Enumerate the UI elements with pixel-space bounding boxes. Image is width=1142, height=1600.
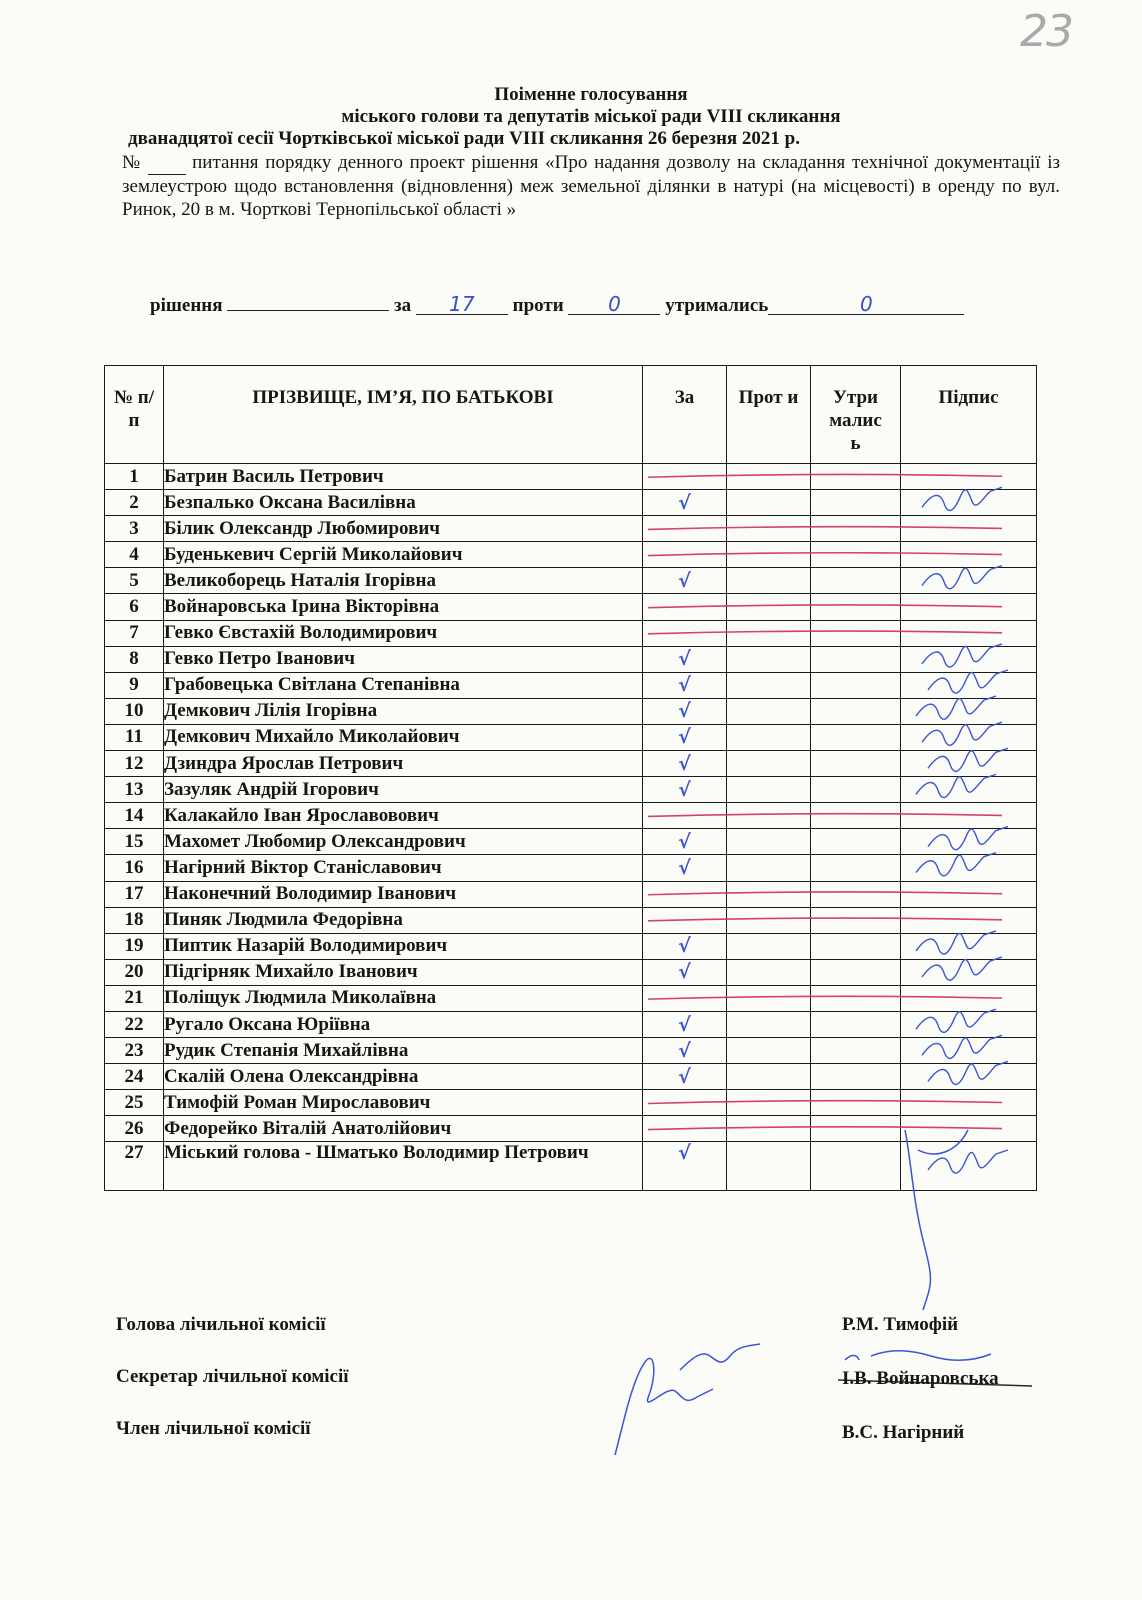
table-row: [105, 777, 1037, 803]
against-count: [568, 292, 660, 315]
check-mark: √: [678, 569, 691, 592]
commission-signature: [680, 1344, 760, 1370]
vote-abstain-cell: [811, 724, 901, 750]
deputy-name: Федорейко Віталій Анатолійович: [164, 1116, 643, 1142]
chair-name: Р.М. Тимофій: [842, 1314, 959, 1335]
deputy-name: Махомет Любомир Олександрович: [164, 829, 643, 855]
deputy-name: Батрин Василь Петрович: [164, 464, 643, 490]
vote-abstain-cell: [811, 568, 901, 594]
row-number: 15: [105, 829, 164, 855]
deputy-name: Скалій Олена Олександрівна: [164, 1064, 643, 1090]
vote-abstain-cell: [811, 907, 901, 933]
vote-for-cell: [643, 1142, 727, 1191]
secretary-label: Секретар лічильної комісії: [116, 1366, 349, 1387]
signature-cell: [901, 855, 1037, 881]
table-row: [105, 1064, 1037, 1090]
row-number: 21: [105, 985, 164, 1011]
table-row: [105, 672, 1037, 698]
vote-for-cell: [643, 620, 727, 646]
row-number: 13: [105, 777, 164, 803]
vote-against-cell: [727, 1142, 811, 1191]
vote-for-cell: [643, 751, 727, 777]
row-number: 5: [105, 568, 164, 594]
agenda-question: [122, 151, 1060, 221]
row-number: 1: [105, 464, 164, 490]
page-number: 23: [1020, 6, 1072, 57]
table-row: [105, 542, 1037, 568]
vote-abstain-cell: [811, 1038, 901, 1064]
vote-for-cell: [643, 568, 727, 594]
vote-against-cell: [727, 568, 811, 594]
check-mark: √: [678, 1065, 691, 1088]
row-number: 4: [105, 542, 164, 568]
vote-for-cell: [643, 594, 727, 620]
table-row: [105, 985, 1037, 1011]
abstain-count: [768, 292, 964, 315]
row-number: 27: [105, 1142, 164, 1191]
header-name: ПРІЗВИЩЕ, ІМ’Я, ПО БАТЬКОВІ: [164, 366, 643, 464]
for-label: за: [394, 295, 412, 316]
question-text: питання порядку денного проект рішення «Про надання дозволу на складання технічної документації із землеустрою щодо встановлення (відновлення) меж земельної ділянки в натурі (на місцевості) в оренду по вул. Ринок, 20 в м. Чорткові Тернопільської області »: [122, 152, 1060, 220]
deputy-name: Великоборець Наталія Ігорівна: [164, 568, 643, 594]
row-number: 23: [105, 1038, 164, 1064]
row-number: 7: [105, 620, 164, 646]
vote-abstain-cell: [811, 1116, 901, 1142]
vote-for-cell: [643, 464, 727, 490]
table-row: [105, 881, 1037, 907]
vote-for-cell: [643, 724, 727, 750]
vote-against-cell: [727, 1116, 811, 1142]
signature-cell: [901, 568, 1037, 594]
document-header: [122, 84, 1060, 221]
vote-against-cell: [727, 751, 811, 777]
document-subtitle: міського голови та депутатів міської ради VIII скликання: [341, 106, 841, 127]
vote-for-cell: [643, 985, 727, 1011]
deputy-name: Ругало Оксана Юріївна: [164, 1011, 643, 1037]
vote-for-cell: [643, 803, 727, 829]
for-count-value: 17: [449, 292, 475, 316]
table-row: [105, 698, 1037, 724]
abstain-label: утримались: [665, 295, 769, 316]
check-mark: √: [678, 674, 691, 697]
signature-cell: [901, 672, 1037, 698]
signature-cell: [901, 959, 1037, 985]
deputy-name: Войнаровська Ірина Вікторівна: [164, 594, 643, 620]
header-against: Прот и: [727, 366, 811, 464]
vote-abstain-cell: [811, 620, 901, 646]
signature-cell: [901, 516, 1037, 542]
vote-abstain-cell: [811, 777, 901, 803]
vote-against-cell: [727, 959, 811, 985]
check-mark: √: [678, 648, 691, 671]
vote-for-cell: [643, 1038, 727, 1064]
number-sign: №: [122, 152, 143, 173]
signature-cell: [901, 777, 1037, 803]
vote-for-cell: [643, 959, 727, 985]
number-blank: [148, 151, 186, 175]
vote-abstain-cell: [811, 1142, 901, 1191]
abstain-count-value: 0: [859, 292, 873, 316]
vote-against-cell: [727, 672, 811, 698]
check-mark: √: [678, 935, 691, 958]
vote-abstain-cell: [811, 855, 901, 881]
check-mark: √: [678, 778, 691, 801]
vote-against-cell: [727, 646, 811, 672]
vote-abstain-cell: [811, 490, 901, 516]
commission-signature: [845, 1351, 991, 1361]
deputy-name: Буденькевич Сергій Миколайович: [164, 542, 643, 568]
secretary-name: І.В. Войнаровська: [842, 1368, 999, 1389]
check-mark: √: [678, 726, 691, 749]
vote-table-body: [105, 464, 1037, 1191]
vote-against-cell: [727, 724, 811, 750]
table-row: [105, 855, 1037, 881]
table-row: [105, 620, 1037, 646]
vote-against-cell: [727, 490, 811, 516]
check-mark: √: [678, 1039, 691, 1062]
deputy-name: Демкович Михайло Миколайович: [164, 724, 643, 750]
check-mark: √: [678, 856, 691, 879]
vote-for-cell: [643, 881, 727, 907]
row-number: 9: [105, 672, 164, 698]
table-row: [105, 516, 1037, 542]
vote-against-cell: [727, 464, 811, 490]
check-mark: √: [678, 1142, 691, 1165]
vote-for-cell: [643, 777, 727, 803]
vote-for-cell: [643, 855, 727, 881]
vote-for-cell: [643, 1090, 727, 1116]
row-number: 22: [105, 1011, 164, 1037]
vote-for-cell: [643, 933, 727, 959]
document-title: Поіменне голосування: [494, 84, 688, 105]
signature-cell: [901, 724, 1037, 750]
table-row: [105, 1011, 1037, 1037]
signature-cell: [901, 829, 1037, 855]
vote-abstain-cell: [811, 646, 901, 672]
signature-cell: [901, 1090, 1037, 1116]
vote-against-cell: [727, 1011, 811, 1037]
table-row: [105, 959, 1037, 985]
row-number: 24: [105, 1064, 164, 1090]
signature-cell: [901, 907, 1037, 933]
vote-against-cell: [727, 777, 811, 803]
header-signature: Підпис: [901, 366, 1037, 464]
check-mark: √: [678, 961, 691, 984]
deputy-name: Нагірний Віктор Станіславович: [164, 855, 643, 881]
vote-against-cell: [727, 1090, 811, 1116]
row-number: 26: [105, 1116, 164, 1142]
vote-table: [104, 365, 1037, 1191]
session-line: дванадцятої сесії Чортківської міської ради VIII скликання 26 березня 2021 р.: [128, 128, 800, 149]
vote-against-cell: [727, 516, 811, 542]
vote-abstain-cell: [811, 881, 901, 907]
table-row: [105, 1038, 1037, 1064]
signature-cell: [901, 1064, 1037, 1090]
vote-against-cell: [727, 855, 811, 881]
table-row: [105, 1116, 1037, 1142]
vote-abstain-cell: [811, 698, 901, 724]
table-row: [105, 568, 1037, 594]
signature-cell: [901, 646, 1037, 672]
row-number: 8: [105, 646, 164, 672]
deputy-name: Зазуляк Андрій Ігорович: [164, 777, 643, 803]
member-label: Член лічильної комісії: [116, 1418, 311, 1439]
signature-cell: [901, 881, 1037, 907]
signature-cell: [901, 1116, 1037, 1142]
vote-against-cell: [727, 881, 811, 907]
vote-for-cell: [643, 516, 727, 542]
table-header-row: [105, 366, 1037, 464]
against-label: проти: [512, 295, 564, 316]
vote-against-cell: [727, 907, 811, 933]
chair-label: Голова лічильної комісії: [116, 1314, 326, 1335]
row-number: 17: [105, 881, 164, 907]
member-name: В.С. Нагірний: [842, 1422, 965, 1443]
vote-against-cell: [727, 620, 811, 646]
signature-cell: [901, 985, 1037, 1011]
deputy-name: Пиптик Назарій Володимирович: [164, 933, 643, 959]
vote-abstain-cell: [811, 594, 901, 620]
signature-cell: [901, 933, 1037, 959]
deputy-name: Безпалько Оксана Василівна: [164, 490, 643, 516]
row-number: 3: [105, 516, 164, 542]
vote-abstain-cell: [811, 959, 901, 985]
table-row: [105, 907, 1037, 933]
row-number: 14: [105, 803, 164, 829]
vote-against-cell: [727, 829, 811, 855]
row-number: 6: [105, 594, 164, 620]
vote-for-cell: [643, 646, 727, 672]
vote-for-cell: [643, 1116, 727, 1142]
header-num: № п/п: [105, 366, 164, 464]
signature-cell: [901, 490, 1037, 516]
deputy-name: Гевко Петро Іванович: [164, 646, 643, 672]
check-mark: √: [678, 1013, 691, 1036]
vote-for-cell: [643, 672, 727, 698]
commission-signature: [615, 1358, 713, 1455]
table-row: [105, 1090, 1037, 1116]
signature-cell: [901, 803, 1037, 829]
vote-abstain-cell: [811, 829, 901, 855]
vote-abstain-cell: [811, 751, 901, 777]
row-number: 25: [105, 1090, 164, 1116]
row-number: 18: [105, 907, 164, 933]
table-row: [105, 751, 1037, 777]
signature-cell: [901, 542, 1037, 568]
vote-abstain-cell: [811, 1011, 901, 1037]
table-row: [105, 1142, 1037, 1191]
deputy-name: Калакайло Іван Ярославовович: [164, 803, 643, 829]
signature-cell: [901, 1011, 1037, 1037]
check-mark: √: [678, 700, 691, 723]
table-row: [105, 803, 1037, 829]
decision-line: [150, 288, 964, 317]
row-number: 12: [105, 751, 164, 777]
deputy-name: Наконечний Володимир Іванович: [164, 881, 643, 907]
header-for: За: [643, 366, 727, 464]
vote-abstain-cell: [811, 1064, 901, 1090]
vote-abstain-cell: [811, 933, 901, 959]
row-number: 20: [105, 959, 164, 985]
vote-against-cell: [727, 985, 811, 1011]
vote-against-cell: [727, 594, 811, 620]
deputy-name: Підгірняк Михайло Іванович: [164, 959, 643, 985]
deputy-name: Рудик Степанія Михайлівна: [164, 1038, 643, 1064]
deputy-name: Тимофій Роман Мирославович: [164, 1090, 643, 1116]
deputy-name: Демкович Лілія Ігорівна: [164, 698, 643, 724]
vote-for-cell: [643, 698, 727, 724]
deputy-name: Поліщук Людмила Миколаївна: [164, 985, 643, 1011]
signature-cell: [901, 751, 1037, 777]
deputy-name: Білик Олександр Любомирович: [164, 516, 643, 542]
for-count: [416, 292, 508, 315]
vote-for-cell: [643, 1011, 727, 1037]
decision-label: рішення: [150, 295, 223, 316]
table-row: [105, 829, 1037, 855]
header-abstain: Утри малис ь: [811, 366, 901, 464]
signature-cell: [901, 1142, 1037, 1191]
deputy-name: Гевко Євстахій Володимирович: [164, 620, 643, 646]
vote-against-cell: [727, 698, 811, 724]
decision-blank: [227, 288, 389, 311]
table-row: [105, 646, 1037, 672]
check-mark: √: [678, 830, 691, 853]
check-mark: √: [678, 491, 691, 514]
deputy-name: Міський голова - Шматько Володимир Петрович: [164, 1142, 643, 1191]
vote-for-cell: [643, 1064, 727, 1090]
vote-for-cell: [643, 829, 727, 855]
vote-against-cell: [727, 803, 811, 829]
vote-for-cell: [643, 907, 727, 933]
vote-abstain-cell: [811, 464, 901, 490]
row-number: 16: [105, 855, 164, 881]
signature-cell: [901, 620, 1037, 646]
table-row: [105, 464, 1037, 490]
row-number: 10: [105, 698, 164, 724]
vote-for-cell: [643, 542, 727, 568]
deputy-name: Дзиндра Ярослав Петрович: [164, 751, 643, 777]
vote-against-cell: [727, 933, 811, 959]
vote-for-cell: [643, 490, 727, 516]
vote-against-cell: [727, 1038, 811, 1064]
vote-abstain-cell: [811, 985, 901, 1011]
vote-abstain-cell: [811, 672, 901, 698]
signature-cell: [901, 698, 1037, 724]
vote-against-cell: [727, 1064, 811, 1090]
table-row: [105, 724, 1037, 750]
row-number: 19: [105, 933, 164, 959]
check-mark: √: [678, 752, 691, 775]
vote-abstain-cell: [811, 516, 901, 542]
signature-cell: [901, 464, 1037, 490]
signature-cell: [901, 1038, 1037, 1064]
vote-abstain-cell: [811, 803, 901, 829]
row-number: 2: [105, 490, 164, 516]
vote-abstain-cell: [811, 542, 901, 568]
deputy-name: Грабовецька Світлана Степанівна: [164, 672, 643, 698]
vote-against-cell: [727, 542, 811, 568]
against-count-value: 0: [608, 292, 621, 316]
row-number: 11: [105, 724, 164, 750]
deputy-name: Пиняк Людмила Федорівна: [164, 907, 643, 933]
table-row: [105, 490, 1037, 516]
table-row: [105, 933, 1037, 959]
table-row: [105, 594, 1037, 620]
vote-abstain-cell: [811, 1090, 901, 1116]
signature-cell: [901, 594, 1037, 620]
